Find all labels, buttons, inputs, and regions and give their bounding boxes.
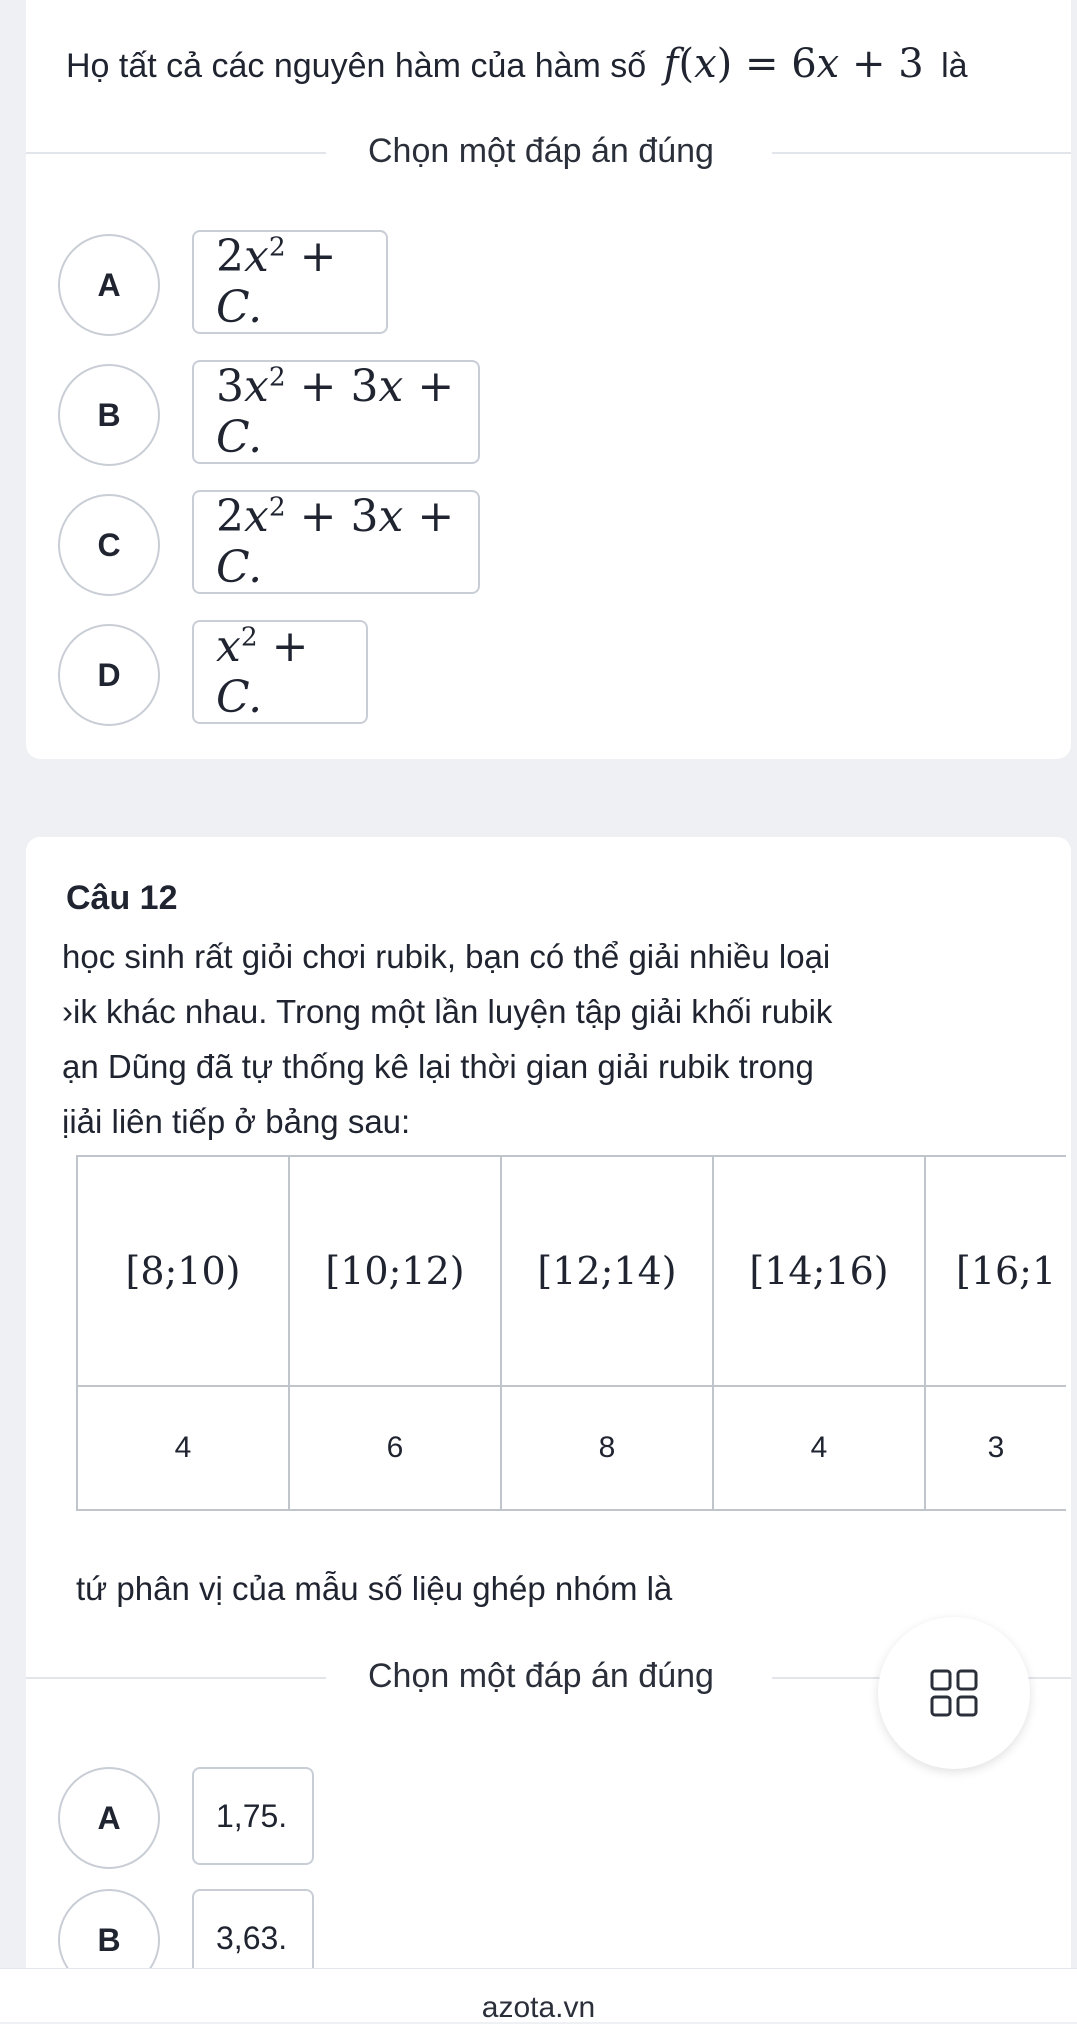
- table-cell-count: 8: [501, 1386, 713, 1510]
- table-cell-interval: [10;12): [289, 1156, 501, 1386]
- question-prompt: tứ phân vị của mẫu số liệu ghép nhóm là: [76, 1570, 673, 1607]
- option-b-value: 3,63.: [216, 1919, 288, 1956]
- option-a-value: 1,75.: [216, 1797, 288, 1834]
- choose-one-label: Chọn một đáp án đúng: [368, 1657, 714, 1695]
- question-title: Câu 12: [66, 879, 178, 917]
- grid-icon: [929, 1668, 979, 1718]
- option-c-answer[interactable]: [192, 490, 480, 594]
- table-row: [77, 1386, 1066, 1510]
- question-body-line: ạn Dũng đã tự thống kê lại thời gian giải rubik trong: [62, 1048, 814, 1085]
- option-b-formula: $3x^2 + 3x + C$.: [216, 361, 455, 463]
- table-cell-interval: [8;10): [77, 1156, 289, 1386]
- table-cell-interval: [12;14): [501, 1156, 713, 1386]
- data-table: [76, 1155, 1066, 1511]
- option-a-answer[interactable]: [192, 1767, 314, 1865]
- question-formula: f(x) = 6x + 3: [663, 41, 924, 87]
- option-a-letter[interactable]: A: [58, 234, 160, 336]
- question-text: [66, 36, 968, 92]
- option-a-formula: $2x^2 + C$.: [216, 231, 337, 333]
- question-body-line: ịiải liên tiếp ở bảng sau:: [62, 1103, 411, 1140]
- option-b-letter[interactable]: B: [58, 364, 160, 466]
- option-c-letter[interactable]: C: [58, 494, 160, 596]
- divider-left: [26, 1677, 326, 1679]
- option-c-formula: $2x^2 + 3x + C$.: [216, 491, 455, 593]
- divider-right: [772, 152, 1071, 154]
- option-d-formula: $x^2 + C$.: [216, 621, 309, 723]
- table-cell-count: 4: [77, 1386, 289, 1510]
- option-d-answer[interactable]: [192, 620, 368, 724]
- table-cell-interval: [14;16): [713, 1156, 925, 1386]
- question-body: [62, 929, 1062, 1149]
- table-cell-interval: [16;1: [925, 1156, 1066, 1386]
- option-b-answer[interactable]: [192, 360, 480, 464]
- table-cell-count: 6: [289, 1386, 501, 1510]
- question-text-before: Họ tất cả các nguyên hàm của hàm số: [66, 47, 647, 85]
- question-body-line: ›ik khác nhau. Trong một lần luyện tập giải khối rubik: [62, 993, 833, 1030]
- question-grid-button[interactable]: [878, 1617, 1030, 1769]
- table-header-row: [77, 1156, 1066, 1386]
- option-a-answer[interactable]: [192, 230, 388, 334]
- divider-left: [26, 152, 326, 154]
- table-cell-count: 3: [925, 1386, 1066, 1510]
- question-body-line: học sinh rất giỏi chơi rubik, bạn có thể giải nhiều loại: [62, 938, 831, 975]
- question-card-11: [26, 0, 1071, 759]
- question-text-after: là: [941, 47, 968, 85]
- footer: [0, 1968, 1077, 2022]
- question-card-12: [26, 837, 1071, 1987]
- table-cell-count: 4: [713, 1386, 925, 1510]
- choose-one-label: Chọn một đáp án đúng: [368, 132, 714, 170]
- option-a-letter[interactable]: A: [58, 1767, 160, 1869]
- option-d-letter[interactable]: D: [58, 624, 160, 726]
- site-name: azota.vn: [481, 1991, 596, 2024]
- option-b-letter[interactable]: B: [58, 1889, 160, 1991]
